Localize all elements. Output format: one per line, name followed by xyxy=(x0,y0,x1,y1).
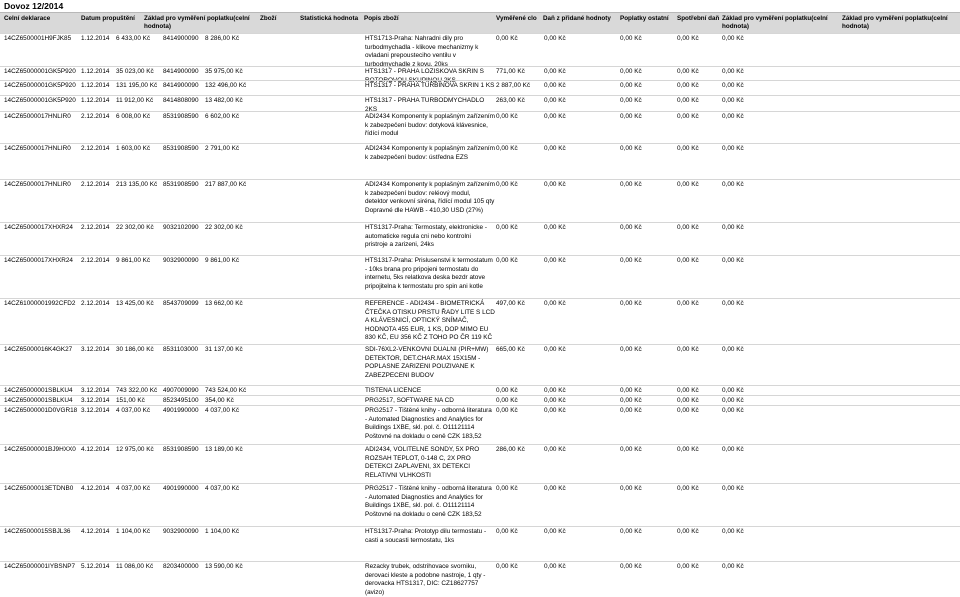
cell-popis: HTS1317 - PRAHA LOZISKOVA SKRIN S ROTOROVOU SKUPINOU 2KS xyxy=(365,68,484,84)
cell-z2: 0,00 Kč xyxy=(722,35,744,42)
cell-stat: 4 037,00 Kč xyxy=(205,407,240,414)
cell-decl: 14CZ65000001BJ9HXX0 xyxy=(4,446,76,453)
cell-date: 2.12.2014 xyxy=(81,224,110,231)
table-row xyxy=(0,444,960,484)
table-row xyxy=(0,255,960,299)
cell-zaklad: 11 086,00 Kč xyxy=(116,563,154,570)
cell-spotr: 0,00 Kč xyxy=(677,145,699,152)
cell-popis: ADI2434 Komponenty k poplašným zařízením k zabezpečení budov: reléový modul, detektor venkovní siréna, řídící modul 105 qty Dopravné dle HAWB - 410,30 USD (27%) xyxy=(365,181,496,214)
table-row xyxy=(0,95,960,112)
table-row xyxy=(0,526,960,562)
cell-zbozi: 8543709099 xyxy=(163,300,199,307)
cell-dph: 0,00 Kč xyxy=(544,300,566,307)
cell-stat: 13 482,00 Kč xyxy=(205,97,243,104)
cell-zbozi: 8414808090 xyxy=(163,97,199,104)
header-zaklad: Základ pro vyměření poplatku(celní hodnota) xyxy=(144,15,250,30)
cell-z2: 0,00 Kč xyxy=(722,300,744,307)
cell-zbozi: 8203400000 xyxy=(163,563,199,570)
header-zbozi: Zboží xyxy=(260,15,277,22)
cell-stat: 8 286,00 Kč xyxy=(205,35,240,42)
cell-popl: 0,00 Kč xyxy=(620,145,642,152)
cell-zaklad: 9 861,00 Kč xyxy=(116,257,151,264)
sheet-title: Dovoz 12/2014 xyxy=(4,1,64,11)
cell-popis: REFERENCE - ADI2434 - BIOMETRICKÁ ČTEČKA OTISKU PRSTU ŘADY LITE S LCD A KLÁVESNICÍ, OPTICKÝ SNÍMAČ, HODNOTA 455 EUR, 1 KS, DOP MIMO EU 830 KČ, EU 356 KČ Z TOHO PO ČR 119 KČ xyxy=(365,300,495,342)
cell-decl: 14CZ65000001D0VGR18 xyxy=(4,407,78,414)
cell-popl: 0,00 Kč xyxy=(620,300,642,307)
cell-clo: 0,00 Kč xyxy=(496,257,518,264)
cell-dph: 0,00 Kč xyxy=(544,528,566,535)
cell-zbozi: 9032102090 xyxy=(163,224,199,231)
header-date: Datum propuštění xyxy=(81,15,135,22)
cell-popis: HTS1317 - PRAHA TURBINOVA SKRIN 1 KS xyxy=(365,82,495,89)
header-decl: Celní deklarace xyxy=(4,15,51,22)
cell-popl: 0,00 Kč xyxy=(620,407,642,414)
cell-dph: 0,00 Kč xyxy=(544,257,566,264)
cell-decl: 14CZ65000017HNLIR0 xyxy=(4,113,71,120)
cell-clo: 771,00 Kč xyxy=(496,68,525,75)
cell-spotr: 0,00 Kč xyxy=(677,257,699,264)
table-row xyxy=(0,143,960,180)
cell-zbozi: 4901990000 xyxy=(163,407,199,414)
header-clo: Vyměřené clo xyxy=(496,15,537,22)
cell-dph: 0,00 Kč xyxy=(544,97,566,104)
cell-popl: 0,00 Kč xyxy=(620,257,642,264)
cell-z2: 0,00 Kč xyxy=(722,397,744,404)
cell-spotr: 0,00 Kč xyxy=(677,82,699,89)
cell-spotr: 0,00 Kč xyxy=(677,224,699,231)
cell-popl: 0,00 Kč xyxy=(620,563,642,570)
cell-date: 3.12.2014 xyxy=(81,346,110,353)
cell-stat: 22 302,00 Kč xyxy=(205,224,243,231)
cell-decl: 14CZ65000013ETDNB0 xyxy=(4,485,74,492)
cell-z2: 0,00 Kč xyxy=(722,82,744,89)
cell-zaklad: 151,00 Kč xyxy=(116,397,145,404)
cell-date: 2.12.2014 xyxy=(81,181,110,188)
cell-stat: 217 887,00 Kč xyxy=(205,181,247,188)
cell-spotr: 0,00 Kč xyxy=(677,97,699,104)
cell-zbozi: 9032900090 xyxy=(163,257,199,264)
cell-dph: 0,00 Kč xyxy=(544,397,566,404)
cell-decl: 14CZ65000001IYBSNP7 xyxy=(4,563,76,570)
cell-spotr: 0,00 Kč xyxy=(677,407,699,414)
cell-z2: 0,00 Kč xyxy=(722,68,744,75)
cell-date: 1.12.2014 xyxy=(81,35,110,42)
header-poplatky: Poplatky ostatní xyxy=(620,15,669,22)
cell-popis: HTS1713-Praha: Nahradni dily pro turbodmychadla - klikove mechanizmy k ovladani prepousteciho ventilu v turbodmychadle z kovu, 20ks xyxy=(365,35,479,68)
cell-popl: 0,00 Kč xyxy=(620,82,642,89)
cell-spotr: 0,00 Kč xyxy=(677,387,699,394)
cell-popl: 0,00 Kč xyxy=(620,35,642,42)
table-row xyxy=(0,33,960,67)
cell-popl: 0,00 Kč xyxy=(620,97,642,104)
cell-zaklad: 131 195,00 Kč xyxy=(116,82,158,89)
cell-date: 5.12.2014 xyxy=(81,563,110,570)
cell-dph: 0,00 Kč xyxy=(544,446,566,453)
cell-zbozi: 8414900090 xyxy=(163,82,199,89)
cell-zaklad: 13 425,00 Kč xyxy=(116,300,154,307)
cell-z2: 0,00 Kč xyxy=(722,257,744,264)
table-row xyxy=(0,561,960,596)
cell-spotr: 0,00 Kč xyxy=(677,563,699,570)
cell-clo: 0,00 Kč xyxy=(496,181,518,188)
cell-z2: 0,00 Kč xyxy=(722,407,744,414)
cell-dph: 0,00 Kč xyxy=(544,145,566,152)
cell-popl: 0,00 Kč xyxy=(620,113,642,120)
cell-zaklad: 4 037,00 Kč xyxy=(116,407,151,414)
cell-popis: SDI-76XL2-VENKOVNI DUALNI (PIR+MW) DETEKTOR, DET.CHAR.MAX 15X15M - POPLASNE ZARIZENI POUZIVANE K ZABEZPECENI BUDOV xyxy=(365,346,489,379)
cell-date: 2.12.2014 xyxy=(81,300,110,307)
header-popis: Popis zboží xyxy=(364,15,399,22)
cell-stat: 13 590,00 Kč xyxy=(205,563,243,570)
header-spotrebni: Spotřební daň xyxy=(677,15,720,22)
cell-stat: 2 791,00 Kč xyxy=(205,145,240,152)
table-row xyxy=(0,111,960,144)
cell-clo: 2 887,00 Kč xyxy=(496,82,531,89)
cell-stat: 9 861,00 Kč xyxy=(205,257,240,264)
cell-date: 2.12.2014 xyxy=(81,257,110,264)
cell-stat: 4 037,00 Kč xyxy=(205,485,240,492)
cell-clo: 0,00 Kč xyxy=(496,113,518,120)
cell-z2: 0,00 Kč xyxy=(722,181,744,188)
cell-zbozi: 8531908590 xyxy=(163,145,199,152)
cell-date: 1.12.2014 xyxy=(81,97,110,104)
header-dph: Daň z přidané hodnoty xyxy=(543,15,611,22)
cell-popis: HTS1317 - PRAHA TURBODMYCHADLO 2KS xyxy=(365,97,485,113)
cell-zbozi: 8531908590 xyxy=(163,181,199,188)
cell-stat: 132 496,00 Kč xyxy=(205,82,247,89)
cell-popl: 0,00 Kč xyxy=(620,224,642,231)
cell-decl: 14CZ65000017HNLIR0 xyxy=(4,181,71,188)
cell-zaklad: 4 037,00 Kč xyxy=(116,485,151,492)
cell-zbozi: 8523495100 xyxy=(163,397,199,404)
cell-z2: 0,00 Kč xyxy=(722,387,744,394)
cell-z2: 0,00 Kč xyxy=(722,224,744,231)
cell-z2: 0,00 Kč xyxy=(722,446,744,453)
cell-spotr: 0,00 Kč xyxy=(677,181,699,188)
cell-stat: 13 662,00 Kč xyxy=(205,300,243,307)
cell-date: 3.12.2014 xyxy=(81,397,110,404)
cell-zaklad: 6 008,00 Kč xyxy=(116,113,151,120)
cell-zaklad: 22 302,00 Kč xyxy=(116,224,154,231)
cell-dph: 0,00 Kč xyxy=(544,181,566,188)
cell-clo: 0,00 Kč xyxy=(496,35,518,42)
cell-stat: 6 602,00 Kč xyxy=(205,113,240,120)
cell-dph: 0,00 Kč xyxy=(544,346,566,353)
cell-date: 1.12.2014 xyxy=(81,82,110,89)
cell-clo: 286,00 Kč xyxy=(496,446,525,453)
cell-popis: HTS1317-Praha: Prototyp dilu termostatu - casti a soucasti termostatu, 1ks xyxy=(365,528,487,544)
cell-clo: 0,00 Kč xyxy=(496,563,518,570)
cell-clo: 665,00 Kč xyxy=(496,346,525,353)
cell-decl: 14CZ65000001GK5P920 xyxy=(4,97,76,104)
header-row xyxy=(0,12,960,34)
cell-stat: 13 189,00 Kč xyxy=(205,446,243,453)
table-row xyxy=(0,179,960,223)
cell-popl: 0,00 Kč xyxy=(620,387,642,394)
table-row xyxy=(0,405,960,445)
cell-spotr: 0,00 Kč xyxy=(677,446,699,453)
cell-spotr: 0,00 Kč xyxy=(677,113,699,120)
cell-clo: 0,00 Kč xyxy=(496,407,518,414)
cell-stat: 743 524,00 Kč xyxy=(205,387,247,394)
table-row xyxy=(0,344,960,386)
cell-z2: 0,00 Kč xyxy=(722,485,744,492)
cell-decl: 14CZ65000001SBLKU4 xyxy=(4,387,73,394)
cell-zaklad: 213 135,00 Kč xyxy=(116,181,158,188)
cell-decl: 14CZ65000001SBLKU4 xyxy=(4,397,73,404)
cell-decl: 14CZ65000017XHXR24 xyxy=(4,257,73,264)
cell-spotr: 0,00 Kč xyxy=(677,300,699,307)
cell-clo: 0,00 Kč xyxy=(496,224,518,231)
cell-zbozi: 9032900090 xyxy=(163,528,199,535)
cell-zaklad: 1 104,00 Kč xyxy=(116,528,151,535)
cell-popis: PRG2517 - Tištěné knihy - odborná literatura - Automated Diagnostics and Analytics for Buildings 1XBE, skl. pol. č. O11121114 Poštovné na dokladu o ceně CZK 183,52 xyxy=(365,407,492,440)
cell-zaklad: 11 912,00 Kč xyxy=(116,97,154,104)
cell-popis: PRG2517, SOFTWARE NA CD xyxy=(365,397,454,404)
header-zaklad-3: Základ pro vyměření poplatku(celní hodnota) xyxy=(842,15,948,30)
cell-clo: 0,00 Kč xyxy=(496,397,518,404)
cell-clo: 497,00 Kč xyxy=(496,300,525,307)
cell-dph: 0,00 Kč xyxy=(544,485,566,492)
cell-dph: 0,00 Kč xyxy=(544,387,566,394)
cell-spotr: 0,00 Kč xyxy=(677,68,699,75)
cell-popis: TISTENA LICENCE xyxy=(365,387,422,394)
cell-decl: 14CZ6500001H9FJK85 xyxy=(4,35,72,42)
cell-date: 4.12.2014 xyxy=(81,528,110,535)
cell-popis: HTS1317-Praha: Prislusenstvi k termostatum - 10ks brana pro pripojeni termostatu do internetu, 5ks relatkova deska bezdr atove pripojitelna k termostatu pro spin ani kotle xyxy=(365,257,493,290)
header-zaklad-2: Základ pro vyměření poplatku(celní hodnota) xyxy=(722,15,828,30)
cell-z2: 0,00 Kč xyxy=(722,563,744,570)
cell-date: 2.12.2014 xyxy=(81,113,110,120)
cell-decl: 14CZ61000001992CFD2 xyxy=(4,300,76,307)
cell-spotr: 0,00 Kč xyxy=(677,485,699,492)
cell-z2: 0,00 Kč xyxy=(722,97,744,104)
table-row xyxy=(0,66,960,84)
cell-popis: ADI2434 Komponenty k poplašným zařízením k zabezpečení budov: ústředna EZS xyxy=(365,145,496,161)
cell-zaklad: 35 023,00 Kč xyxy=(116,68,154,75)
cell-zaklad: 743 322,00 Kč xyxy=(116,387,158,394)
cell-decl: 14CZ65000016K4GK27 xyxy=(4,346,73,353)
cell-dph: 0,00 Kč xyxy=(544,113,566,120)
cell-zbozi: 4901990000 xyxy=(163,485,199,492)
cell-date: 4.12.2014 xyxy=(81,485,110,492)
cell-date: 3.12.2014 xyxy=(81,387,110,394)
cell-dph: 0,00 Kč xyxy=(544,35,566,42)
cell-clo: 0,00 Kč xyxy=(496,145,518,152)
cell-clo: 263,00 Kč xyxy=(496,97,525,104)
cell-zbozi: 8531103000 xyxy=(163,346,199,353)
table-row xyxy=(0,80,960,96)
cell-zbozi: 8531908590 xyxy=(163,113,199,120)
cell-zbozi: 4907009090 xyxy=(163,387,199,394)
cell-decl: 14CZ65000017XHXR24 xyxy=(4,224,73,231)
cell-popis: HTS1317-Praha: Termostaty, elektronicke - automaticke regula cni nebo kontrolni pristroje a zarizeni, 24ks xyxy=(365,224,487,249)
cell-spotr: 0,00 Kč xyxy=(677,35,699,42)
cell-stat: 354,00 Kč xyxy=(205,397,234,404)
cell-dph: 0,00 Kč xyxy=(544,82,566,89)
table-row xyxy=(0,483,960,527)
cell-date: 2.12.2014 xyxy=(81,145,110,152)
cell-clo: 0,00 Kč xyxy=(496,528,518,535)
cell-clo: 0,00 Kč xyxy=(496,387,518,394)
cell-z2: 0,00 Kč xyxy=(722,528,744,535)
cell-date: 4.12.2014 xyxy=(81,446,110,453)
cell-dph: 0,00 Kč xyxy=(544,563,566,570)
cell-zbozi: 8531908590 xyxy=(163,446,199,453)
cell-stat: 31 137,00 Kč xyxy=(205,346,243,353)
cell-z2: 0,00 Kč xyxy=(722,346,744,353)
cell-zaklad: 12 975,00 Kč xyxy=(116,446,154,453)
cell-zaklad: 1 603,00 Kč xyxy=(116,145,151,152)
cell-date: 1.12.2014 xyxy=(81,68,110,75)
cell-spotr: 0,00 Kč xyxy=(677,397,699,404)
cell-zaklad: 6 433,00 Kč xyxy=(116,35,151,42)
cell-popis: ADI2434, VOLITELNE SONDY, 5X PRO ROZSAH TEPLOT, 0-148 C, 2X PRO DETEKCI ZAPLAVENI, 3X DETEKCI RELATIVNI VLHKOSTI xyxy=(365,446,480,479)
cell-dph: 0,00 Kč xyxy=(544,68,566,75)
cell-z2: 0,00 Kč xyxy=(722,145,744,152)
cell-zbozi: 8414900090 xyxy=(163,35,199,42)
cell-stat: 35 975,00 Kč xyxy=(205,68,243,75)
table-row xyxy=(0,298,960,345)
cell-decl: 14CZ65000001GK5P920 xyxy=(4,68,76,75)
header-stat: Statistická hodnota xyxy=(300,15,359,22)
cell-popis: PRG2517 - Tištěné knihy - odborná literatura - Automated Diagnostics and Analytics for Buildings 1XBE, skl. pol. č. O11121114 Poštovné na dokladu o ceně CZK 183,52 xyxy=(365,485,492,518)
cell-popl: 0,00 Kč xyxy=(620,68,642,75)
cell-decl: 14CZ65000017HNLIR0 xyxy=(4,145,71,152)
cell-popl: 0,00 Kč xyxy=(620,528,642,535)
cell-popis: Rezacky trubek, odstrihovace svorniku, derovaci kleste a podobne nastroje, 1 qty - derovacka HTS1317, DIC: CZ18627757 (avizo) xyxy=(365,563,486,596)
cell-spotr: 0,00 Kč xyxy=(677,528,699,535)
cell-popl: 0,00 Kč xyxy=(620,181,642,188)
cell-clo: 0,00 Kč xyxy=(496,485,518,492)
cell-zbozi: 8414900090 xyxy=(163,68,199,75)
cell-popis: ADI2434 Komponenty k poplašným zařízením k zabezpečení budov: dotyková klávesnice, řídící modul xyxy=(365,113,496,138)
cell-popl: 0,00 Kč xyxy=(620,346,642,353)
cell-date: 3.12.2014 xyxy=(81,407,110,414)
cell-dph: 0,00 Kč xyxy=(544,407,566,414)
cell-zaklad: 30 186,00 Kč xyxy=(116,346,154,353)
cell-decl: 14CZ65000015SBJL36 xyxy=(4,528,71,535)
cell-decl: 14CZ65000001GK5P920 xyxy=(4,82,76,89)
cell-dph: 0,00 Kč xyxy=(544,224,566,231)
cell-popl: 0,00 Kč xyxy=(620,485,642,492)
cell-spotr: 0,00 Kč xyxy=(677,346,699,353)
cell-popl: 0,00 Kč xyxy=(620,446,642,453)
cell-popl: 0,00 Kč xyxy=(620,397,642,404)
cell-z2: 0,00 Kč xyxy=(722,113,744,120)
cell-stat: 1 104,00 Kč xyxy=(205,528,240,535)
table-row xyxy=(0,222,960,256)
